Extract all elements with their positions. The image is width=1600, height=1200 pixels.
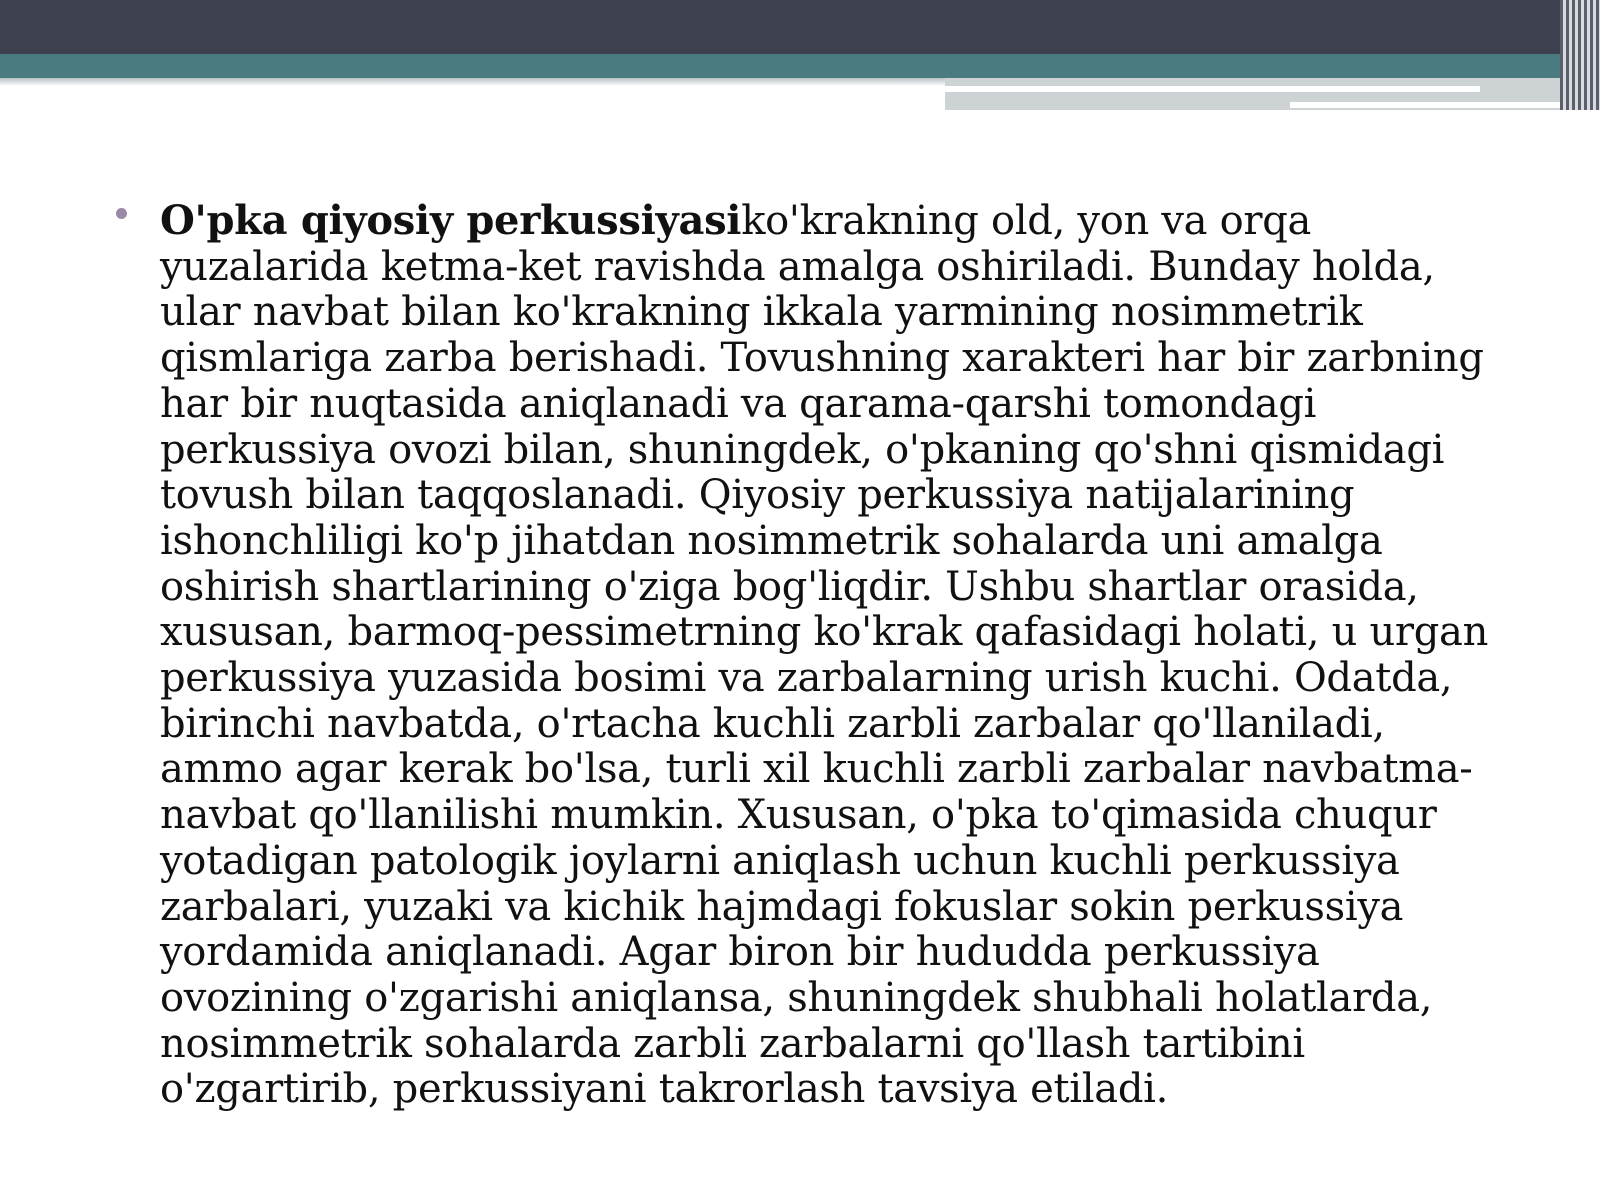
header-dark-band [0,0,1600,54]
slide-content [112,198,1507,1113]
bullet-bold-lead: O'pka qiyosiy perkussiyasi [160,197,742,244]
header-vertical-lines [1560,0,1600,110]
bullet-body-text: ko'krakning old, yon va orqa yuzalarida ketma-ket ravishda amalga oshiriladi. Bunday holda, ular navbat bilan ko'krakning ikkala yarmining nosimmetrik qismlariga zarba berishadi. Tovushning xarakteri har bir zarbning har bir nuqtasida aniqlanadi va qarama-qarshi tomondagi perkussiya ovozi bilan, shuningdek, o'pkaning qo'shni qismidagi tovush bilan taqqoslanadi. Qiyosiy perkussiya natijalarining ishonchliligi ko'p jihatdan nosimmetrik sohalarda uni amalga oshirish shartlarining o'ziga bog'liqdir. Ushbu shartlar orasida, xususan, barmoq-pessimetrning ko'krak qafasidagi holati, u urgan perkussiya yuzasida bosimi va zarbalarning urish kuchi. Odatda, birinchi navbatda, o'rtacha kuchli zarbli zarbalar qo'llaniladi, ammo agar kerak bo'lsa, turli xil kuchli zarbli zarbalar navbatma-navbat qo'llanilishi mumkin. Xususan, o'pka to'qimasida chuqur yotadigan patologik joylarni aniqlash uchun kuchli perkussiya zarbalari, yuzaki va kichik hajmdagi fokuslar sokin perkussiya yordamida aniqlanadi. Agar biron bir hududda perkussiya ovozining o'zgarishi aniqlansa, shuningdek shubhali holatlarda, nosimmetrik sohalarda zarbli zarbalarni qo'llash tartibini o'zgartirib, perkussiyani takrorlash tavsiya etiladi. [160,198,1489,1113]
bullet-dot-icon [116,208,127,219]
header-teal-band [0,54,1600,78]
header-stripe [945,86,1480,92]
bullet-item [112,198,1507,1113]
header-stripe [1290,102,1570,108]
header-shadow [0,78,945,86]
